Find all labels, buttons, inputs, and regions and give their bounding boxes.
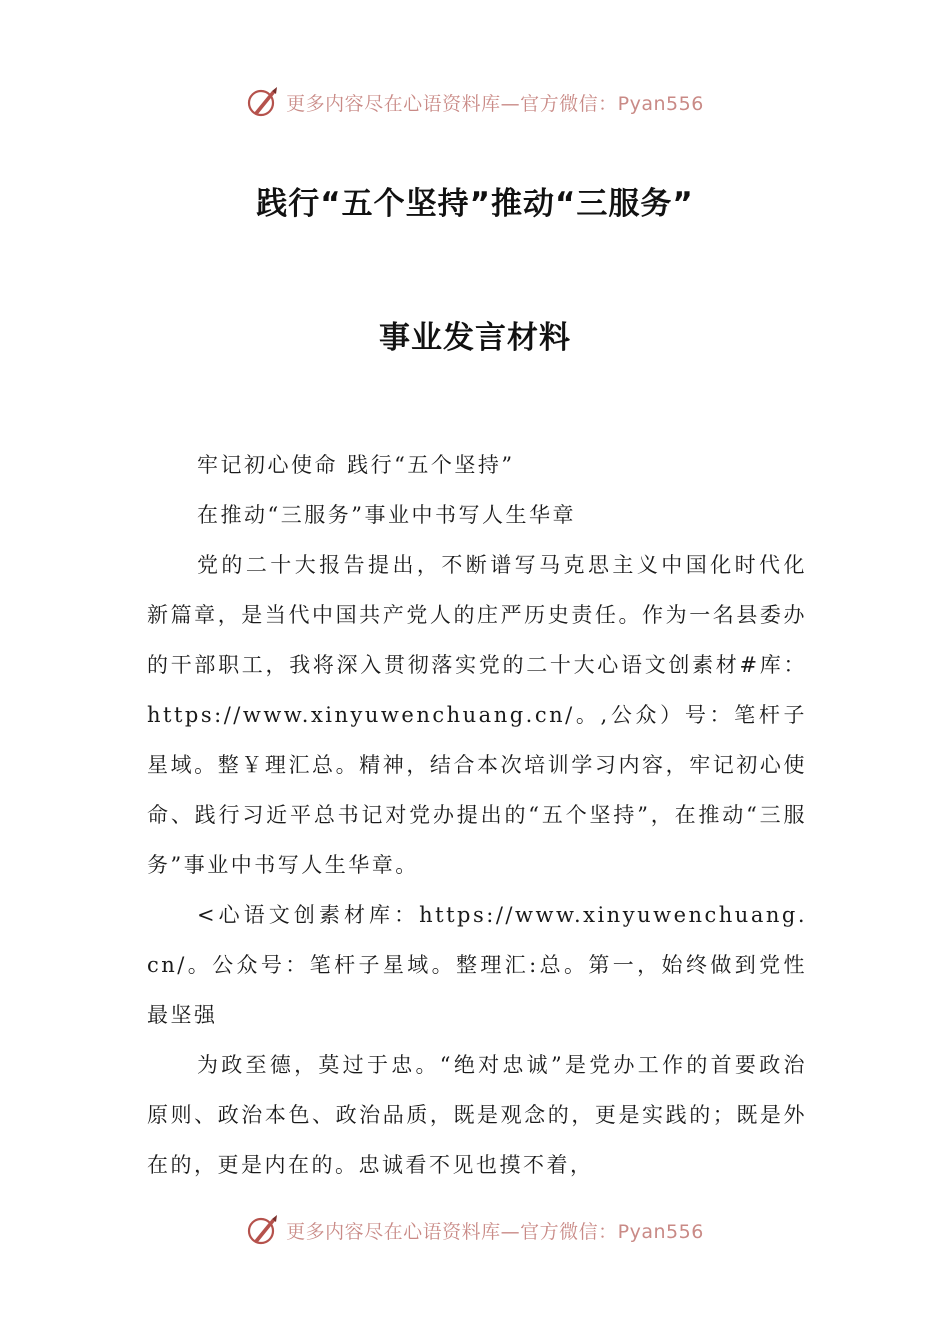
document-title-line-2: 事业发言材料 [379, 320, 571, 356]
quill-pen-logo-icon [246, 85, 280, 119]
paragraph: 在推动“三服务”事业中书写人生华章 [197, 503, 576, 527]
header-watermark-banner [0, 80, 950, 124]
watermark-text: 更多内容尽在心语资料库—官方微信：Pyan556 [286, 1220, 704, 1243]
footer-watermark-banner [0, 1208, 950, 1252]
paragraph: 党的二十大报告提出，不断谱写马克思主义中国化时代化新篇章，是当代中国共产党人的庄严历史责任。作为一名县委办的干部职工，我将深入贯彻落实党的二十大心语文创素材#库：https://www.xinyuwenchuang.cn/。,公众）号：笔杆子星域。整￥理汇总。精神，结合本次培训学习内容，牢记初心使命、践行习近平总书记对党办提出的“五个坚持”，在推动“三服务”事业中书写人生华章。 [147, 553, 807, 877]
paragraph: 牢记初心使命 践行“五个坚持” [197, 453, 515, 477]
document-body [147, 440, 807, 1190]
quill-pen-logo-icon [246, 1213, 280, 1247]
paragraph: <心语文创素材库：https://www.xinyuwenchuang.cn/。公众号：笔杆子星域。整理汇:总。第一，始终做到党性最坚强 [147, 903, 807, 1027]
watermark-text: 更多内容尽在心语资料库—官方微信：Pyan556 [286, 92, 704, 115]
document-title-line-1: 践行“五个坚持”推动“三服务” [256, 186, 694, 222]
paragraph: 为政至德，莫过于忠。“绝对忠诚”是党办工作的首要政治原则、政治本色、政治品质，既是观念的，更是实践的；既是外在的，更是内在的。忠诚看不见也摸不着， [147, 1053, 807, 1177]
